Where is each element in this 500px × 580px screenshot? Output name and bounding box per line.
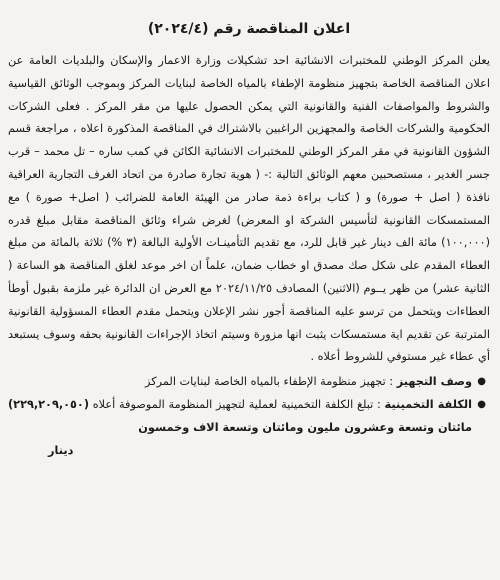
estimated-cost-item [8, 394, 486, 440]
estimated-cost-label: الكلفة التخمينية [384, 397, 472, 411]
details-list [8, 371, 490, 439]
estimated-cost-amount: (٢٢٩,٢٠٩,٠٥٠) مائتان وتسعة وعشرون مليون ومائتان وتسعة الاف وخمسون [8, 397, 472, 434]
bullet-icon: ● [477, 398, 486, 410]
supply-description-label: وصف التجهيز [396, 375, 472, 389]
tender-title: اعلان المناقصة رقم (٢٠٢٤/٤) [147, 21, 351, 37]
estimated-cost-intro: : تبلغ الكلفة التخمينية لعملية لتجهيز المنظومة الموصوفة أعلاه [92, 397, 385, 411]
bullet-icon: ● [477, 376, 486, 388]
supply-description-item [8, 371, 486, 394]
tender-body-paragraph: يعلن المركز الوطني للمختبرات الانشائية احد تشكيلات وزارة الاعمار والإسكان والبلديات العامة عن اعلان المناقصة الخاصة بتجهيز منظومة الإطفاء بالمياه الخاصة لبنايات المركز وبموجب الوثائق القياسية والشروط والمواصفات الفنية والقانونية التي يمكن الحصول عليها من مقر المركز . فعلى الشركات الحكومية والشركات الخاصة والمجهزين الراغبين بالاشتراك في المناقصة المذكورة اعلاه ، مراجعة قسم الشؤون القانونية في مقر المركز الوطني للمختبرات الانشائية الكائن في كمب ساره – تل محمد – قرب جسر الغدير ، مستصحبين معهم الوثائق التالية :- ( هوية تجارة صادرة من اتحاد الغرف التجارية العراقية نافذة ( اصل + صورة) و ( كتاب براءة ذمة صادر من الهيئة العامة للضرائب ( اصل+ صورة ) مع المستمسكات القانونية لتأسيس الشركة او المعرض) لغرض شراء وثائق المناقصة مقابل مبلغ قدره (١٠٠,٠٠٠) مائة الف دينار غير قابل للرد، مع تقديم التأمينـات الأولية البالغة (٣ %) ثلاثة بالمائة من مبلغ العطاء المقدم على شكل صك مصدق او خطاب ضمان، علماً ان اخر موعد لغلق المناقصة هو الساعة ( الثانية عشر) من ظهر يــوم (الاثنين) المصادف ٢٠٢٤/١١/٢٥ مع العرض ان الدائرة غير ملزمة بقبول أوطأ العطاءات ويتحمل من ترسو عليه المناقصة أجور نشر الإعلان ويتحمل مقدم العطاء المسؤولية القانونية المترتبة عن تقديم اية مستمسكات يثبت انها مزورة وسيتم اتخاذ الإجراءات القانونية بحقه وسوف يستبعد أي عطاء غير مستوفي للشروط أعلاه . [8, 54, 490, 364]
currency-label: دينار [48, 443, 74, 457]
supply-description-text: : تجهيز منظومة الإطفاء بالمياه الخاصة لبنايات المركز [145, 375, 397, 389]
